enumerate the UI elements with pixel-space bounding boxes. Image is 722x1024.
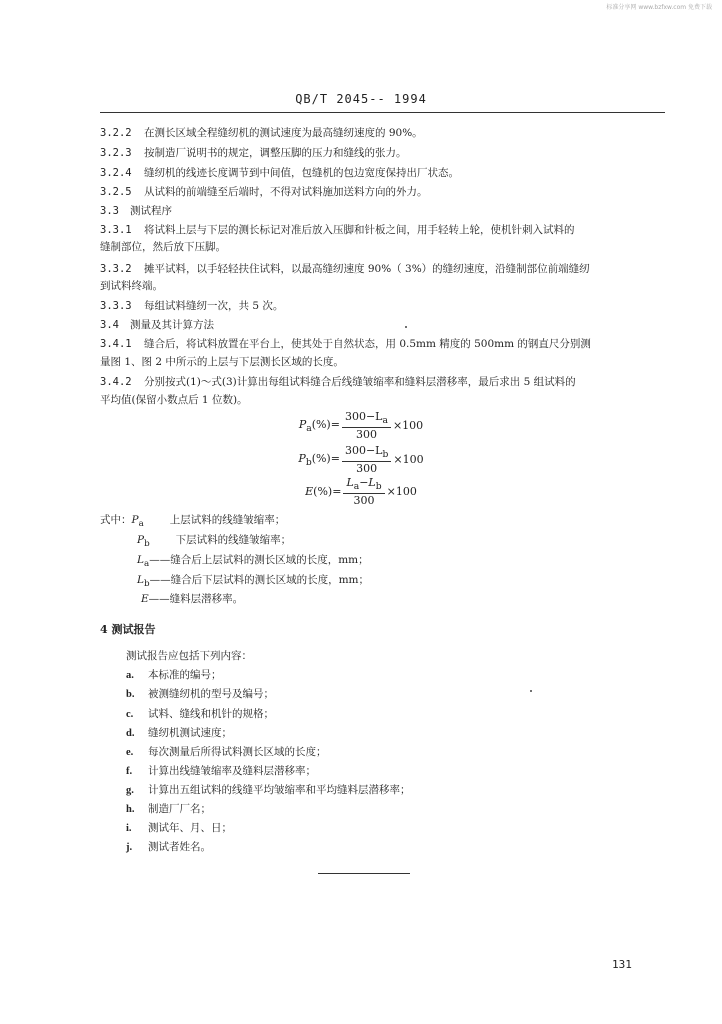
formula-3: E(%)= $\frac{L_a-L_b}{300}$ ×100 xyxy=(305,476,417,508)
end-rule xyxy=(318,873,410,874)
clause-3-4-2: 3.4.2 分别按式(1)～式(3)计算出每组试料缝合后线缝皱缩率和缝料层潜移率，最后求出 5 组试料的 xyxy=(100,376,576,388)
clause-3-3-2-cont: 到试料终端。 xyxy=(100,280,163,292)
list-item: d. 缝纫机测试速度； xyxy=(126,727,232,739)
definition-row: $P_b$ 下层试料的线缝皱缩率； xyxy=(137,534,292,550)
list-item: h. 制造厂厂名； xyxy=(126,803,211,815)
definition-row: $L_b——$缝合后下层试料的测长区域的长度，mm； xyxy=(137,574,370,590)
list-item: i. 测试年、月、日； xyxy=(126,822,232,834)
definition-row: E——缝料层潜移率。 xyxy=(141,593,244,605)
list-item: f. 计算出线缝皱缩率及缝料层潜移率； xyxy=(126,765,316,777)
clause-3-4-2-cont: 平均值(保留小数点后 1 位数)。 xyxy=(100,394,248,406)
definition-row: 式中：$P_a$ 上层试料的线缝皱缩率； xyxy=(100,514,286,530)
list-item: a. 本标准的编号； xyxy=(126,669,222,681)
watermark: 标准分享网 www.bzfxw.com 免费下载 xyxy=(606,4,712,11)
scan-speck xyxy=(405,326,407,328)
formula-2: $P_b(\%)=$ $\frac{300-L_b}{300}$ ×100 xyxy=(298,444,424,476)
header-rule xyxy=(100,112,665,113)
clause-3-2-4: 3.2.4 缝纫机的线迹长度调节到中间值，包缝机的包边宽度保持出厂状态。 xyxy=(100,167,459,179)
clause-3-2-3: 3.2.3 按制造厂说明书的规定，调整压脚的压力和缝线的张力。 xyxy=(100,147,407,159)
list-item: c. 试料、缝线和机针的规格； xyxy=(126,708,274,720)
section-4-title: 4 测试报告 xyxy=(100,623,156,636)
scan-speck xyxy=(530,690,532,692)
standard-code: QB/T 2045-- 1994 xyxy=(295,92,427,106)
fraction: $\frac{L_a-L_b}{300}$ xyxy=(343,476,384,507)
definition-row: $L_a——$缝合后上层试料的测长区域的长度，mm； xyxy=(137,554,369,570)
clause-3-4-1: 3.4.1 缝合后，将试料放置在平台上，使其处于自然状态，用 0.5mm 精度的 500mm 的钢直尺分别测 xyxy=(100,338,591,350)
list-item: j. 测试者姓名。 xyxy=(126,841,211,853)
fraction: $\frac{300-L_b}{300}$ xyxy=(342,444,391,475)
formula-1: $P_a(\%)=$ $\frac{300-L_a}{300}$ ×100 xyxy=(298,410,424,442)
list-item: e. 每次测量后所得试料测长区域的长度； xyxy=(126,746,327,758)
clause-3-2-2: 3.2.2 在测长区域全程缝纫机的测试速度为最高缝纫速度的 90%。 xyxy=(100,127,423,139)
list-item: g. 计算出五组试料的线缝平均皱缩率和平均缝料层潜移率； xyxy=(126,784,411,796)
clause-3-3-3: 3.3.3 每组试料缝纫一次，共 5 次。 xyxy=(100,300,284,312)
page-number: 131 xyxy=(612,958,632,971)
fraction: $\frac{300-L_a}{300}$ xyxy=(342,410,391,441)
list-item: b. 被测缝纫机的型号及编号； xyxy=(126,688,274,700)
clause-3-3-1: 3.3.1 将试料上层与下层的测长标记对准后放入压脚和针板之间，用手轻转上轮，使机针刺入试料的 xyxy=(100,224,575,236)
clause-3-3-title: 3.3 测试程序 xyxy=(100,205,172,217)
section-4-intro: 测试报告应包括下列内容： xyxy=(126,650,252,662)
clause-3-4-title: 3.4 测量及其计算方法 xyxy=(100,319,214,331)
clause-3-3-2: 3.3.2 摊平试料，以手轻轻扶住试料，以最高缝纫速度 90%（ 3%）的缝纫速度，沿缝制部位前端缝纫 xyxy=(100,263,590,275)
clause-3-3-1-cont: 缝制部位，然后放下压脚。 xyxy=(100,241,226,253)
clause-3-4-1-cont: 量图 1、图 2 中所示的上层与下层测长区域的长度。 xyxy=(100,356,344,368)
clause-3-2-5: 3.2.5 从试料的前端缝至后端时，不得对试料施加送料方向的外力。 xyxy=(100,186,428,198)
